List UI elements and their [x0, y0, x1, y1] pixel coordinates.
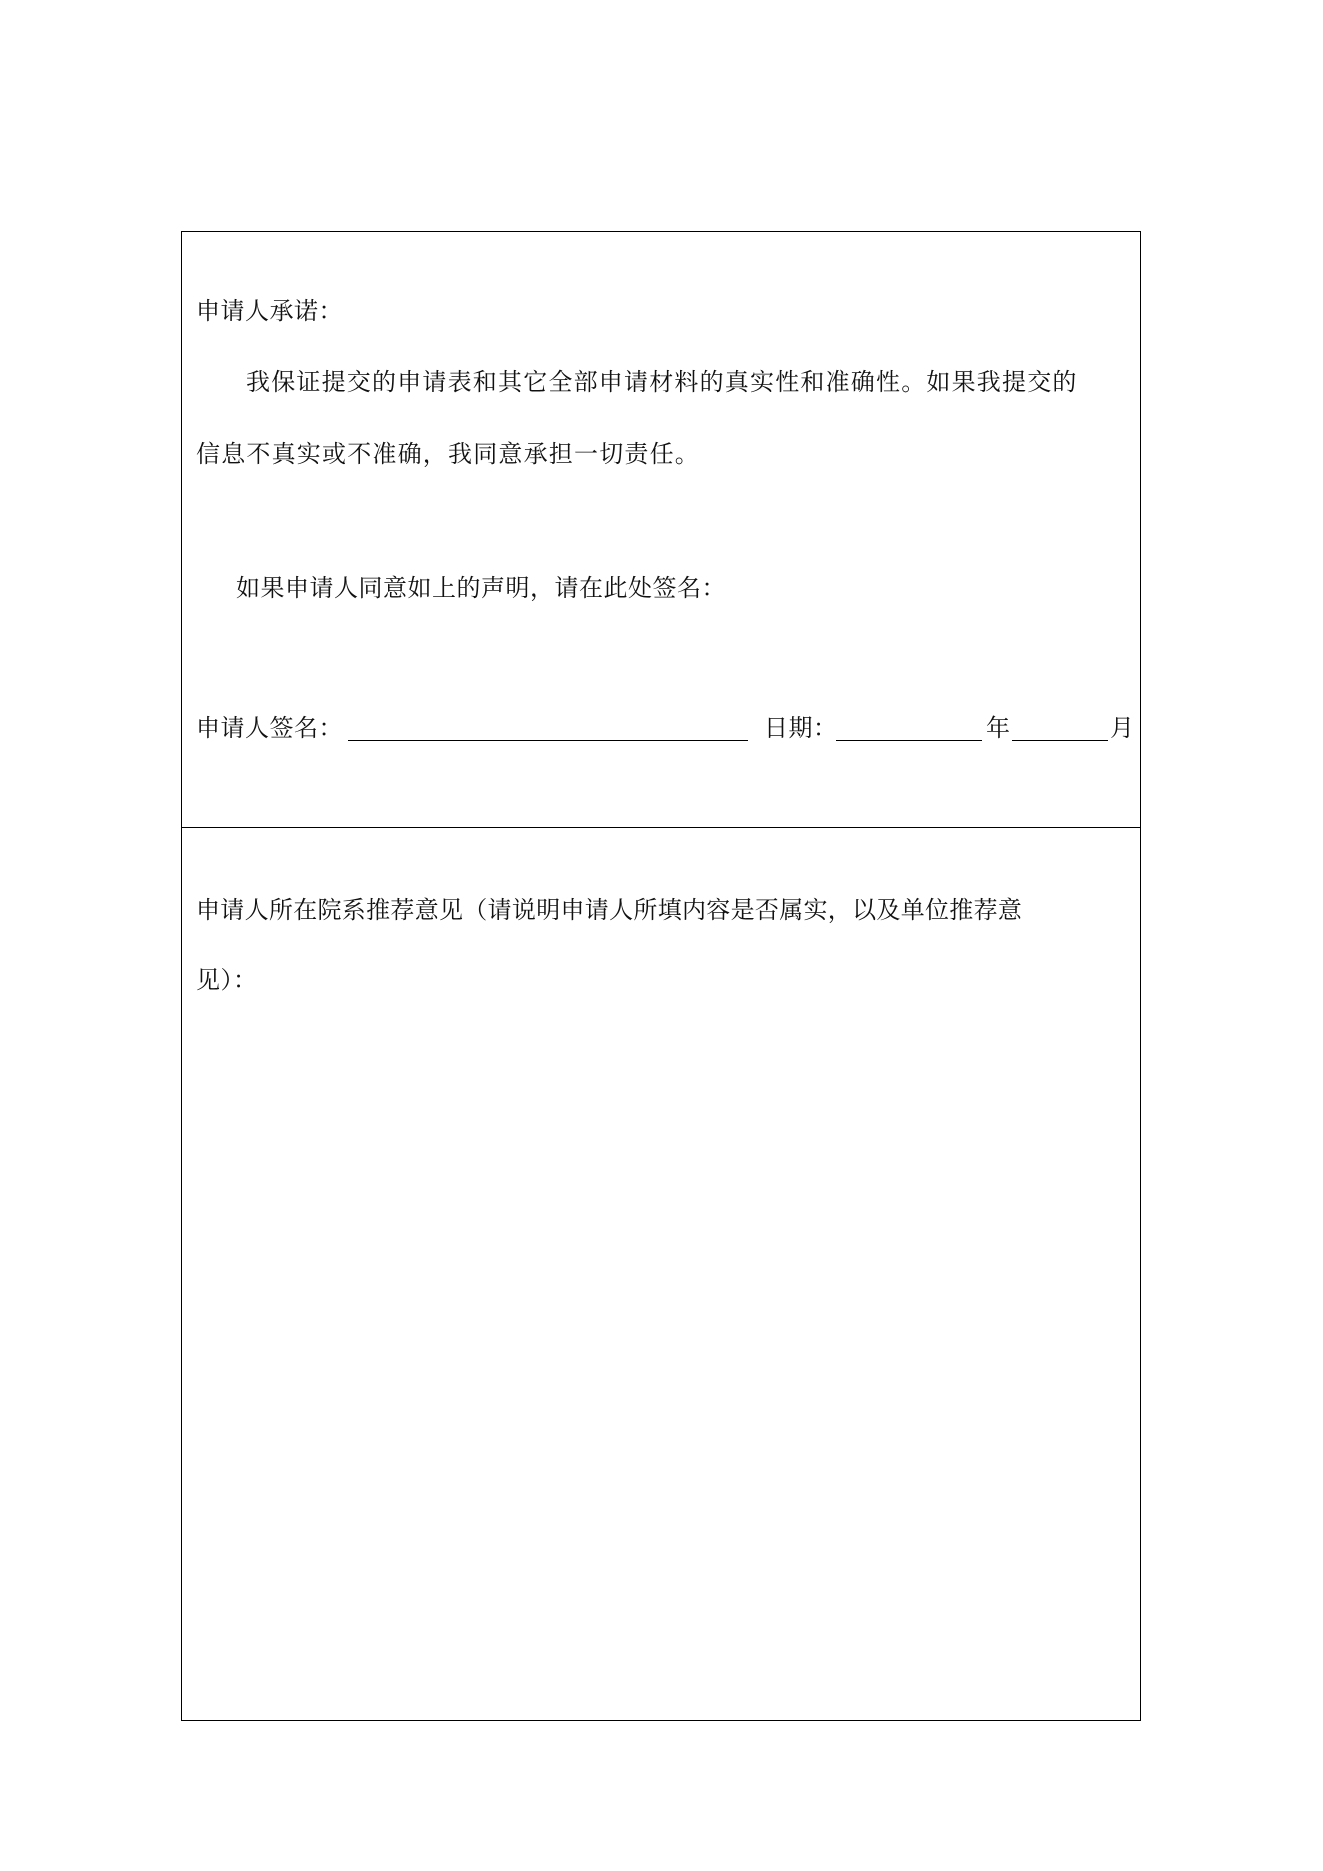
year-label: 年: [986, 714, 1011, 742]
date-year-field[interactable]: [836, 740, 982, 741]
consent-prompt: 如果申请人同意如上的声明，请在此处签名：: [236, 574, 726, 602]
date-month-field[interactable]: [1012, 740, 1108, 741]
month-label: 月: [1110, 714, 1135, 742]
recommendation-prompt-line-1: 申请人所在院系推荐意见（请说明申请人所填内容是否属实，以及单位推荐意: [196, 896, 1023, 924]
date-label: 日期：: [764, 714, 838, 742]
signature-label: 申请人签名：: [196, 714, 343, 742]
application-form-table: [181, 231, 1141, 1721]
department-recommendation-section: [182, 828, 1140, 1720]
recommendation-prompt-line-2: 见）：: [196, 966, 258, 994]
commitment-statement-line-2: 信息不真实或不准确，我同意承担一切责任。: [196, 440, 700, 468]
signature-field[interactable]: [348, 740, 748, 741]
applicant-commitment-section: [182, 232, 1140, 828]
recommendation-input-area[interactable]: [196, 1018, 1126, 1700]
commitment-statement-line-1: 我保证提交的申请表和其它全部申请材料的真实性和准确性。如果我提交的: [246, 368, 1078, 396]
commitment-heading: 申请人承诺：: [196, 297, 343, 325]
